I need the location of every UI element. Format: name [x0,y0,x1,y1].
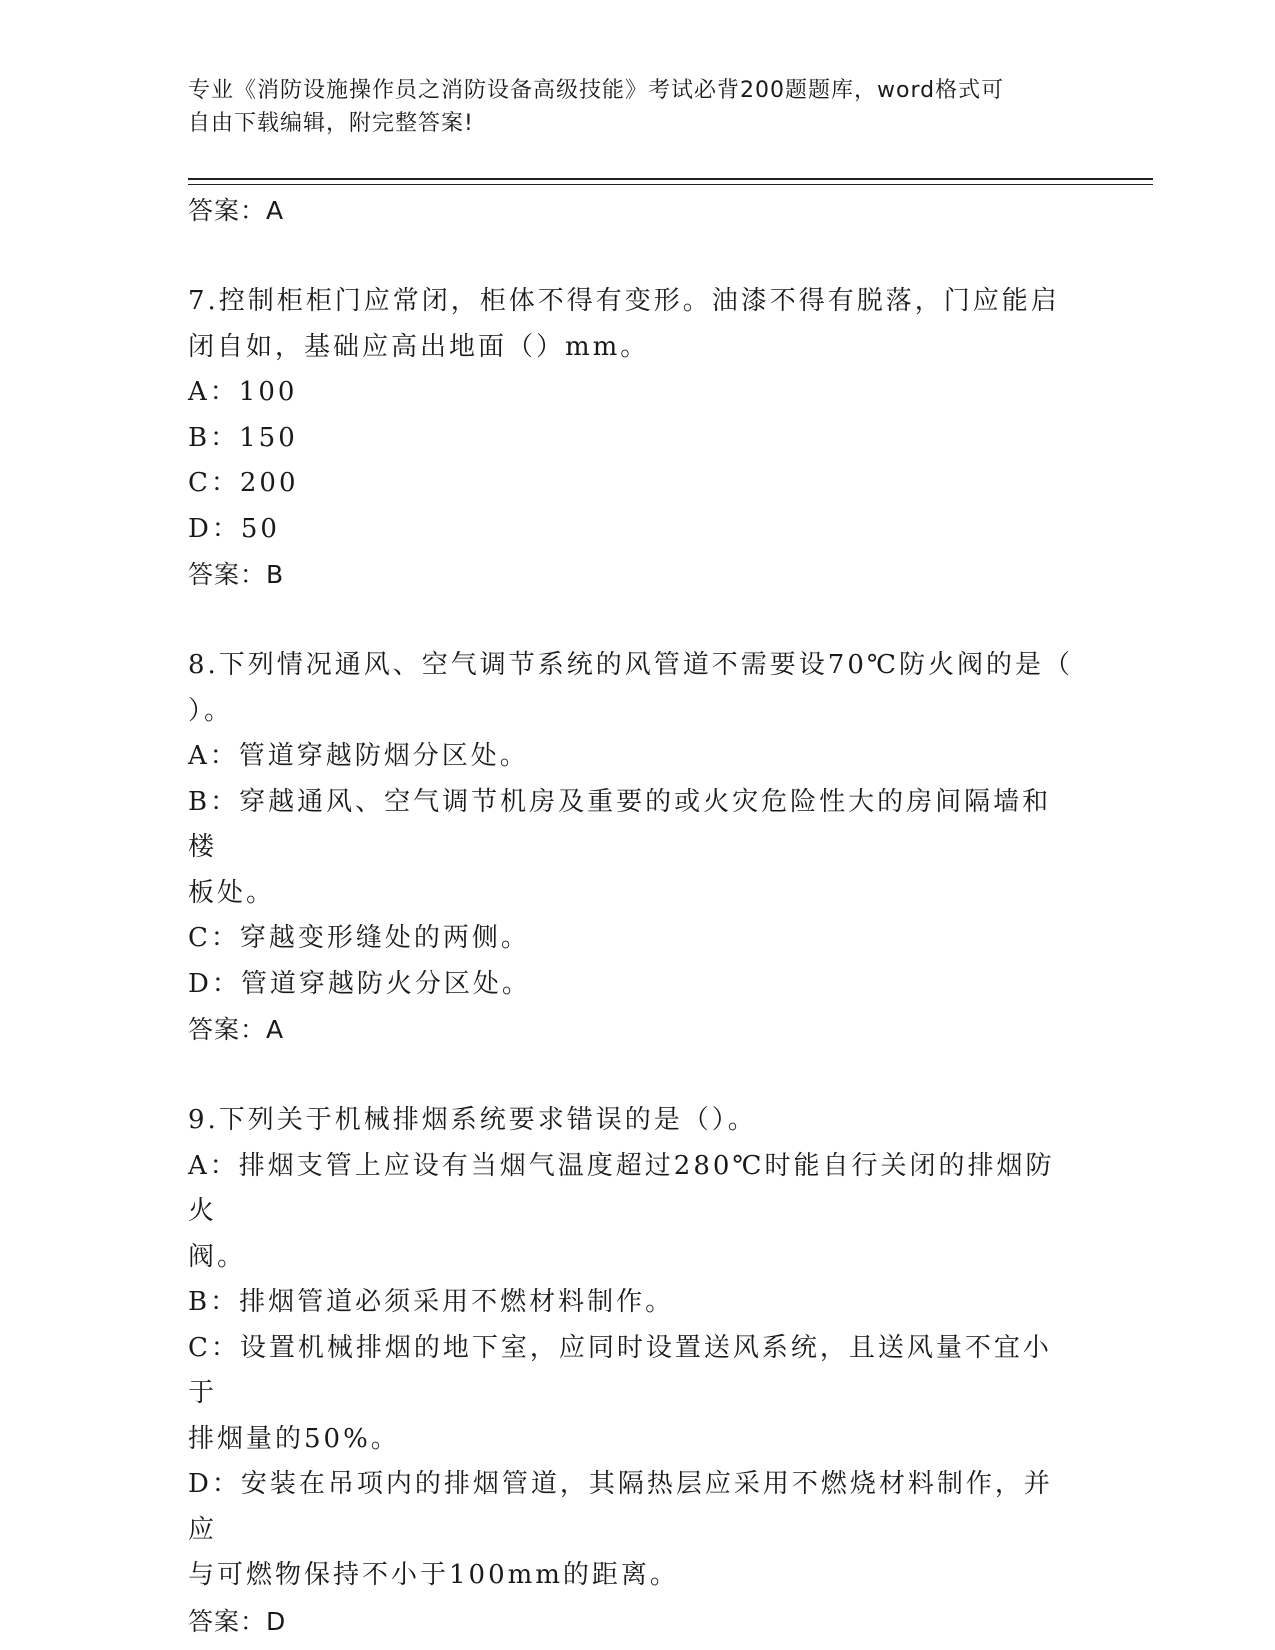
header-line-1: 专业《消防设施操作员之消防设备高级技能》考试必背200题题库，word格式可 [188,78,1005,103]
header-rule-thick [188,178,1153,180]
spacer [188,598,1078,644]
option-d: D：管道穿越防火分区处。 [188,968,531,999]
question-stem: ）。 [188,695,234,726]
answer: 答案：A [188,1015,285,1044]
option-d: D：安装在吊项内的排烟管道，其隔热层应采用不燃烧材料制作，并应 [188,1469,1053,1545]
question-stem: 闭自如，基础应高出地面（）mm。 [188,331,650,362]
document-header [188,74,1068,140]
option-d: D：50 [188,513,280,544]
option-b: B：穿越通风、空气调节机房及重要的或火灾危险性大的房间隔墙和楼 [188,786,1052,862]
document-body [188,188,1078,1644]
header-line-2: 自由下载编辑，附完整答案! [188,111,474,136]
option-b: B：150 [188,422,298,453]
spacer [188,1053,1078,1099]
option-a: A：管道穿越防烟分区处。 [188,741,529,771]
question-stem: 8.下列情况通风、空气调节系统的风管道不需要设70℃防火阀的是（ [188,650,1073,680]
option-b: 板处。 [188,877,276,908]
answer: 答案：D [188,1606,287,1636]
question-8 [188,643,1078,1053]
previous-answer: 答案：A [188,196,285,225]
option-c: C：穿越变形缝处的两侧。 [188,923,530,953]
option-c: C：200 [188,468,299,498]
spacer [188,234,1078,280]
question-9 [188,1098,1078,1644]
option-d: 与可燃物保持不小于100mm的距离。 [188,1560,679,1590]
option-c: 排烟量的50%。 [188,1423,400,1454]
question-7 [188,279,1078,598]
header-rule-thin [188,184,1153,185]
option-b: B：排烟管道必须采用不燃材料制作。 [188,1287,675,1317]
option-a: A：排烟支管上应设有当烟气温度超过280℃时能自行关闭的排烟防火 [188,1150,1055,1226]
question-stem: 9.下列关于机械排烟系统要求错误的是（）。 [188,1105,757,1135]
question-stem: 7.控制柜柜门应常闭，柜体不得有变形。油漆不得有脱落，门应能启 [188,286,1060,316]
option-a: A：100 [188,377,298,407]
answer: 答案：B [188,560,285,589]
option-a: 阀。 [188,1241,247,1272]
option-c: C：设置机械排烟的地下室，应同时设置送风系统，且送风量不宜小于 [188,1332,1052,1408]
